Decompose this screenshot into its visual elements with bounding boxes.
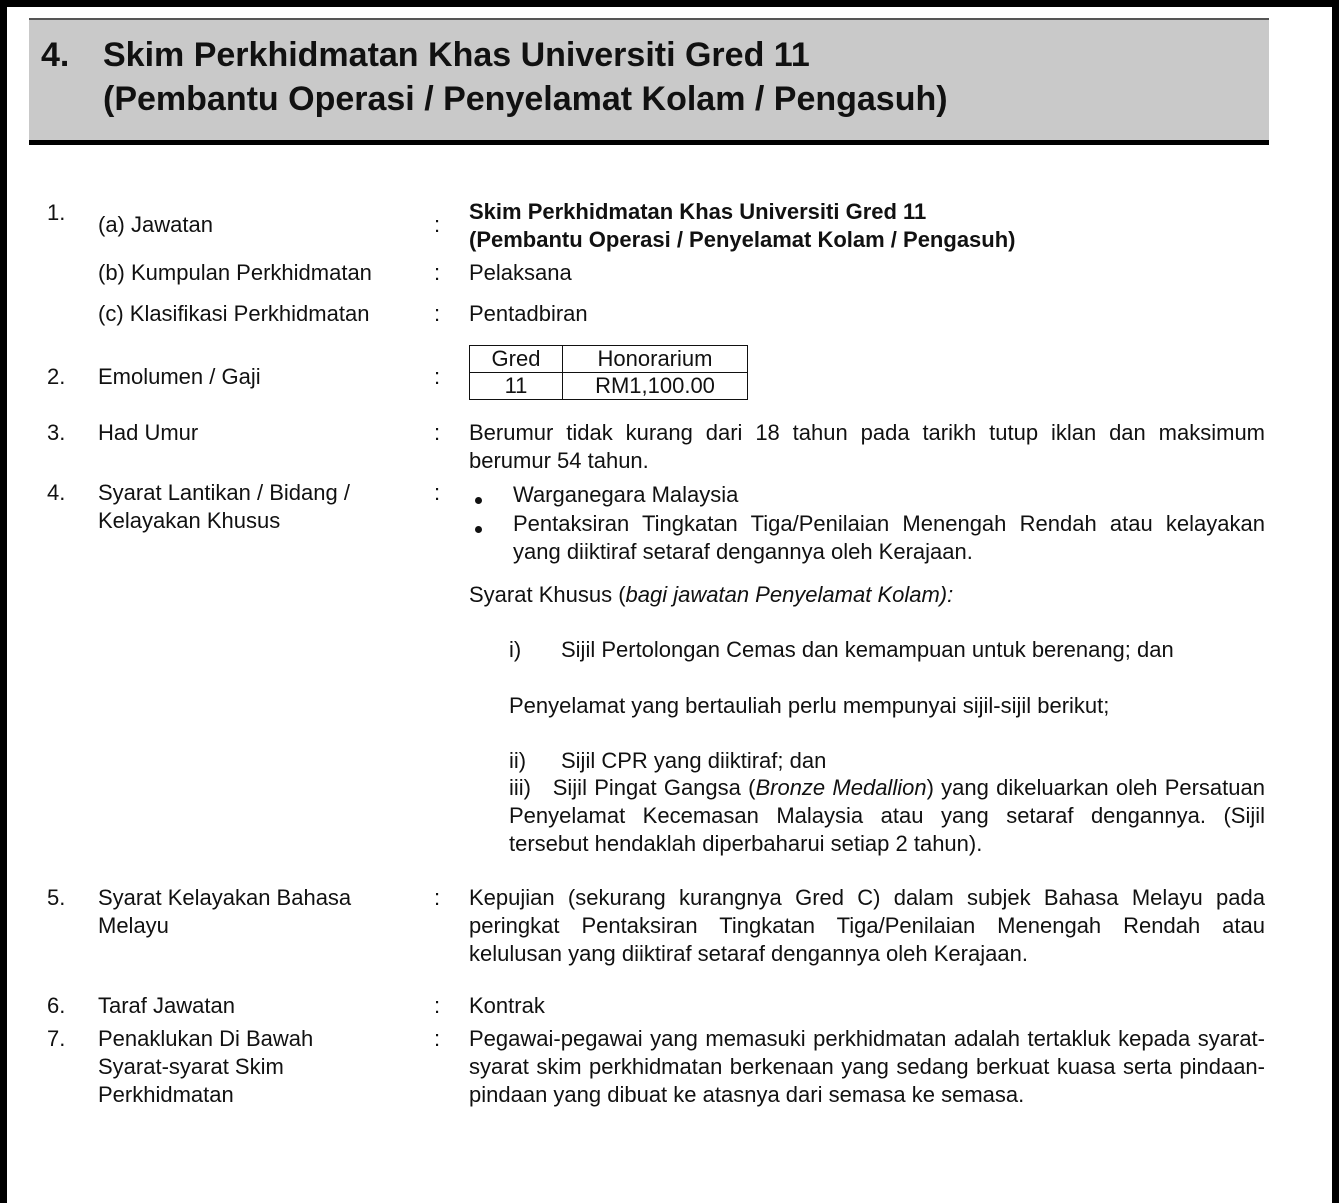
item-1-number: 1. [47, 200, 66, 225]
sub-iii-text-b: ) yang dikeluarkan oleh Persatuan Penyelamat Kecemasan Malaysia atau yang setaraf dengannya. (Sijil tersebut hendaklah diperbaharui setiap 2 tahun). [509, 775, 1265, 856]
item-3-number: 3. [47, 420, 66, 445]
item-1b-label: (b) Kumpulan Perkhidmatan [98, 260, 372, 285]
item-6-number: 6. [47, 993, 66, 1018]
item-1a-label: (a) Jawatan [98, 212, 213, 237]
section-title-line1: Skim Perkhidmatan Khas Universiti Gred 11 [103, 36, 810, 74]
sub-i-number: i) [509, 637, 522, 662]
colon: : [434, 993, 441, 1018]
sub-iii-number: iii) [509, 775, 531, 800]
colon: : [434, 1026, 441, 1051]
item-5-label-line1: Syarat Kelayakan Bahasa [98, 885, 352, 910]
emolument-table [469, 345, 748, 400]
item-2-label: Emolumen / Gaji [98, 364, 261, 389]
item-4-special-heading [469, 581, 953, 609]
sub-i-text: Sijil Pertolongan Cemas dan kemampuan untuk berenang; dan [561, 637, 1174, 662]
table-header-cell: Gred [470, 346, 563, 373]
item-4-label-line1: Syarat Lantikan / Bidang / [98, 480, 350, 505]
colon: : [434, 885, 441, 910]
item-5-number: 5. [47, 885, 66, 910]
certified-note: Penyelamat yang bertauliah perlu mempunyai sijil-sijil berikut; [509, 693, 1110, 718]
item-3-value: Berumur tidak kurang dari 18 tahun pada tarikh tutup iklan dan maksimum berumur 54 tahun. [469, 420, 1265, 473]
colon: : [434, 212, 441, 237]
colon: : [434, 301, 441, 326]
colon: : [434, 420, 441, 445]
item-5-label-line2: Melayu [98, 913, 169, 938]
item-3-label: Had Umur [98, 420, 199, 445]
section-title-line2: (Pembantu Operasi / Penyelamat Kolam / Pengasuh) [103, 80, 948, 118]
item-4-label-line2: Kelayakan Khusus [98, 508, 281, 533]
item-7-label-line1: Penaklukan Di Bawah [98, 1026, 314, 1051]
table-cell: 11 [470, 373, 563, 400]
table-cell: RM1,100.00 [563, 373, 748, 400]
item-1b-value: Pelaksana [469, 260, 572, 285]
sub-iii-text-a: Sijil Pingat Gangsa ( [552, 775, 756, 800]
table-header-cell: Honorarium [563, 346, 748, 373]
item-1a-value-line2: (Pembantu Operasi / Penyelamat Kolam / Pengasuh) [469, 227, 1016, 252]
item-1c-value: Pentadbiran [469, 301, 588, 326]
colon: : [434, 480, 441, 505]
special-prefix: Syarat Khusus ( [469, 582, 626, 607]
item-4-bullet1: Warganegara Malaysia [513, 482, 739, 507]
special-italic: bagi jawatan Penyelamat Kolam): [625, 582, 954, 607]
bullet-icon [475, 526, 482, 533]
item-6-label: Taraf Jawatan [98, 993, 235, 1018]
item-4-bullet2: Pentaksiran Tingkatan Tiga/Penilaian Menengah Rendah atau kelayakan yang diiktiraf setaraf dengannya oleh Kerajaan. [513, 511, 1265, 564]
item-6-value: Kontrak [469, 993, 545, 1018]
item-1a-value-line1: Skim Perkhidmatan Khas Universiti Gred 11 [469, 199, 927, 224]
item-7-number: 7. [47, 1026, 66, 1051]
table-row [470, 373, 748, 400]
sub-ii-text: Sijil CPR yang diiktiraf; dan [561, 748, 827, 773]
colon: : [434, 260, 441, 285]
table-header-row [470, 346, 748, 373]
bullet-icon [475, 497, 482, 504]
section-header-banner [29, 18, 1269, 145]
item-1c-label: (c) Klasifikasi Perkhidmatan [98, 301, 370, 326]
item-7-label-line2: Syarat-syarat Skim [98, 1054, 284, 1079]
sub-ii-number: ii) [509, 748, 527, 773]
item-4-number: 4. [47, 480, 66, 505]
item-2-number: 2. [47, 364, 66, 389]
item-7-value: Pegawai-pegawai yang memasuki perkhidmatan adalah tertakluk kepada syarat-syarat skim perkhidmatan berkenaan yang sedang berkuat kuasa serta pindaan-pindaan yang dibuat ke atasnya dari semasa ke semasa. [469, 1026, 1265, 1107]
section-number: 4. [41, 36, 70, 74]
item-7-label-line3: Perkhidmatan [98, 1082, 234, 1107]
sub-iii-paragraph [509, 774, 1265, 858]
colon: : [434, 364, 441, 389]
sub-iii-italic: Bronze Medallion [755, 775, 927, 800]
item-5-value: Kepujian (sekurang kurangnya Gred C) dalam subjek Bahasa Melayu pada peringkat Pentaksiran Tingkatan Tiga/Penilaian Menengah Rendah atau kelulusan yang diiktiraf setaraf dengannya oleh Kerajaan. [469, 885, 1265, 966]
